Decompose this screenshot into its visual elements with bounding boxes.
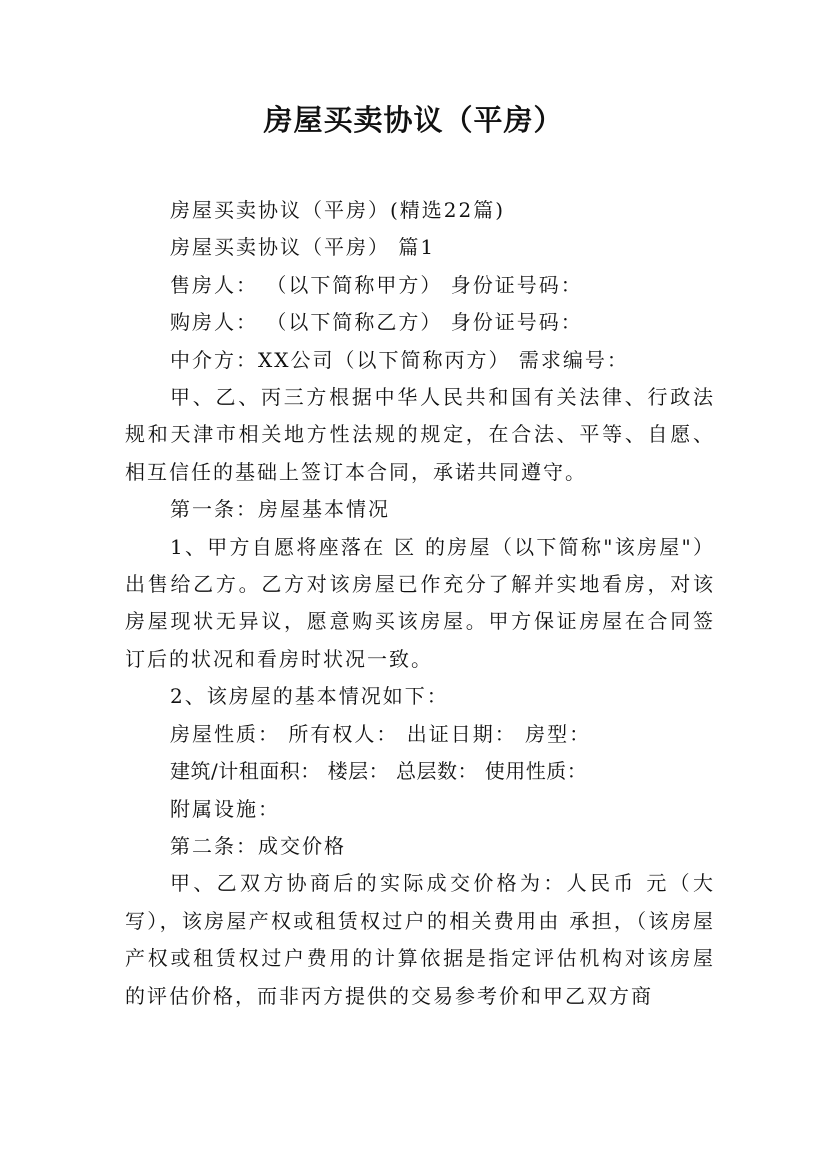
paragraph-preamble: 甲、乙、丙三方根据中华人民共和国有关法律、行政法规和天津市相关地方性法规的规定，在合法、平等、自愿、相互信任的基础上签订本合同，承诺共同遵守。: [125, 385, 715, 484]
paragraph-article-1-clause-1: 1、甲方自愿将座落在 区 的房屋（以下简称"该房屋"）出售给乙方。乙方对该房屋已作充分了解并实地看房，对该房屋现状无异议，愿意购买该房屋。甲方保证房屋在合同签订后的状况和看房时状况一致。: [125, 534, 715, 671]
paragraph-facilities: 附属设施：: [170, 796, 280, 821]
paragraph-agent: 中介方：XX公司（以下简称丙方） 需求编号：: [170, 347, 629, 372]
document-title: 房屋买卖协议（平房）: [263, 103, 564, 137]
paragraph-article-2-heading: 第二条：成交价格: [170, 833, 346, 858]
paragraph-article-1-clause-2: 2、该房屋的基本情况如下：: [170, 684, 449, 709]
paragraph-property-area: 建筑/计租面积： 楼层： 总层数： 使用性质：: [170, 759, 588, 784]
paragraph-buyer: 购房人： （以下简称乙方） 身份证号码：: [170, 310, 583, 335]
document-body: [125, 192, 715, 1015]
paragraph-section-heading: 房屋买卖协议（平房） 篇1: [170, 235, 436, 260]
paragraph-seller: 售房人： （以下简称甲方） 身份证号码：: [170, 272, 583, 297]
paragraph-subtitle: 房屋买卖协议（平房）(精选22篇): [170, 198, 506, 222]
paragraph-article-1-heading: 第一条：房屋基本情况: [170, 497, 390, 522]
paragraph-article-2-price: 甲、乙双方协商后的实际成交价格为：人民币 元（大写），该房屋产权或租赁权过户的相关费用由 承担，（该房屋产权或租赁权过户费用的计算依据是指定评估机构对该房屋的评估价格，而非丙方提供的交易参考价和甲乙双方商: [125, 871, 715, 1008]
paragraph-property-nature: 房屋性质： 所有权人： 出证日期： 房型：: [170, 721, 592, 746]
